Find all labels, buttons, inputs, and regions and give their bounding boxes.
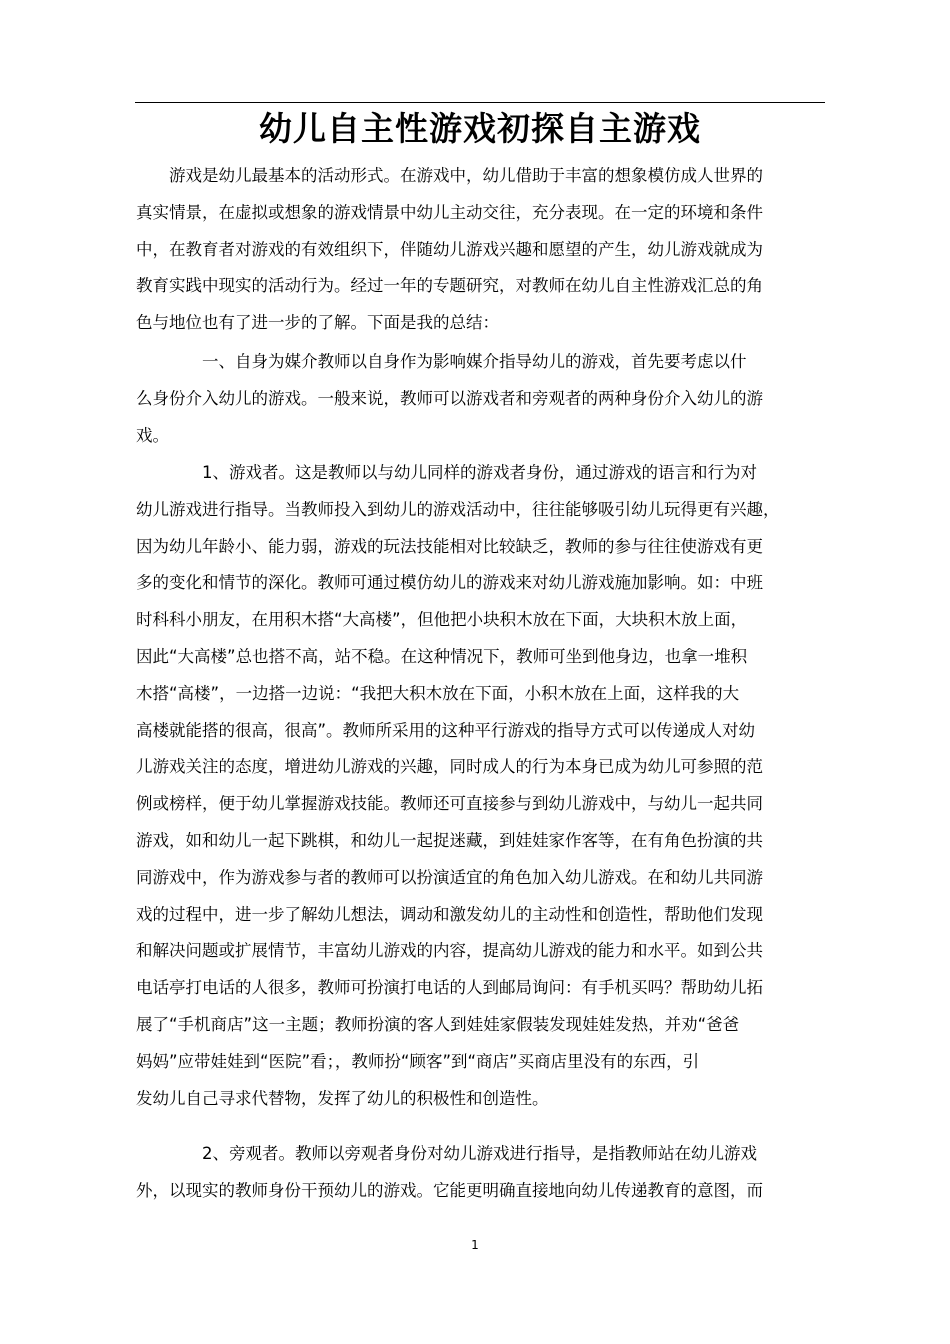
document-title: 幼儿自主性游戏初探自主游戏 <box>259 109 701 148</box>
paragraph-observer-role: 2、旁观者。教师以旁观者身份对幼儿游戏进行指导，是指教师站在幼儿游戏 外，以现实的教师身份干预幼儿的游戏。它能更明确直接地向幼儿传递教育的意图，而 <box>136 1144 763 1200</box>
page-number: 1 <box>471 1238 479 1252</box>
paragraph-player-role: 1、游戏者。这是教师以与幼儿同样的游戏者身份，通过游戏的语言和行为对 幼儿游戏进行指导。当教师投入到幼儿的游戏活动中，往往能够吸引幼儿玩得更有兴趣， 因为幼儿年龄小、能力弱，游戏的玩法技能相对比较缺乏，教师的参与往往使游戏有更 多的变化和情节的深化。教师可通过模仿幼儿的游戏来对幼儿游戏施加影响。如：中班 时科科小朋友，在用积木搭“大高楼”，但他把小块积木放在下面，大块积木放上面， 因此“大高楼”总也搭不高，站不稳。在这种情况下，教师可坐到他身边，也拿一堆积 木搭“高楼”，一边搭一边说：“我把大积木放在下面，小积木放在上面，这样我的大 高楼就能搭的很高，很高”。教师所采用的这种平行游戏的指导方式可以传递成人对幼 儿游戏关注的态度，增进幼儿游戏的兴趣，同时成人的行为本身已成为幼儿可参照的范 例或榜样，便于幼儿掌握游戏技能。教师还可直接参与到幼儿游戏中，与幼儿一起共同 游戏，如和幼儿一起下跳棋，和幼儿一起捉迷藏，到娃娃家作客等，在有角色扮演的共 同游戏中，作为游戏参与者的教师可以扮演适宜的角色加入幼儿游戏。在和幼儿共同游 戏的过程中，进一步了解幼儿想法，调动和激发幼儿的主动性和创造性，帮助他们发现 和解决问题或扩展情节，丰富幼儿游戏的内容，提高幼儿游戏的能力和水平。如到公共 电话亭打电话的人很多，教师可扮演打电话的人到邮局询问：有手机买吗？帮助幼儿拓 展了“手机商店”这一主题；教师扮演的客人到娃娃家假装发现娃娃发热，并劝“爸爸 妈妈”应带娃娃到“医院”看；，教师扮“顾客”到“商店”买商店里没有的东西，引 发幼儿自己寻求代替物，发挥了幼儿的积极性和创造性。 <box>136 463 780 1108</box>
paragraph-section-one: 一、自身为媒介教师以自身作为影响媒介指导幼儿的游戏，首先要考虑以什 么身份介入幼儿的游戏。一般来说，教师可以游戏者和旁观者的两种身份介入幼儿的游 戏。 <box>136 352 763 445</box>
paragraph-intro: 游戏是幼儿最基本的活动形式。在游戏中，幼儿借助于丰富的想象模仿成人世界的 真实情景，在虚拟或想象的游戏情景中幼儿主动交往，充分表现。在一定的环境和条件 中，在教育者对游戏的有效组织下，伴随幼儿游戏兴趣和愿望的产生，幼儿游戏就成为 教育实践中现实的活动行为。经过一年的专题研究，对教师在幼儿自主性游戏汇总的角 色与地位也有了进一步的了解。下面是我的总结： <box>136 166 763 333</box>
header-rule <box>135 102 825 103</box>
